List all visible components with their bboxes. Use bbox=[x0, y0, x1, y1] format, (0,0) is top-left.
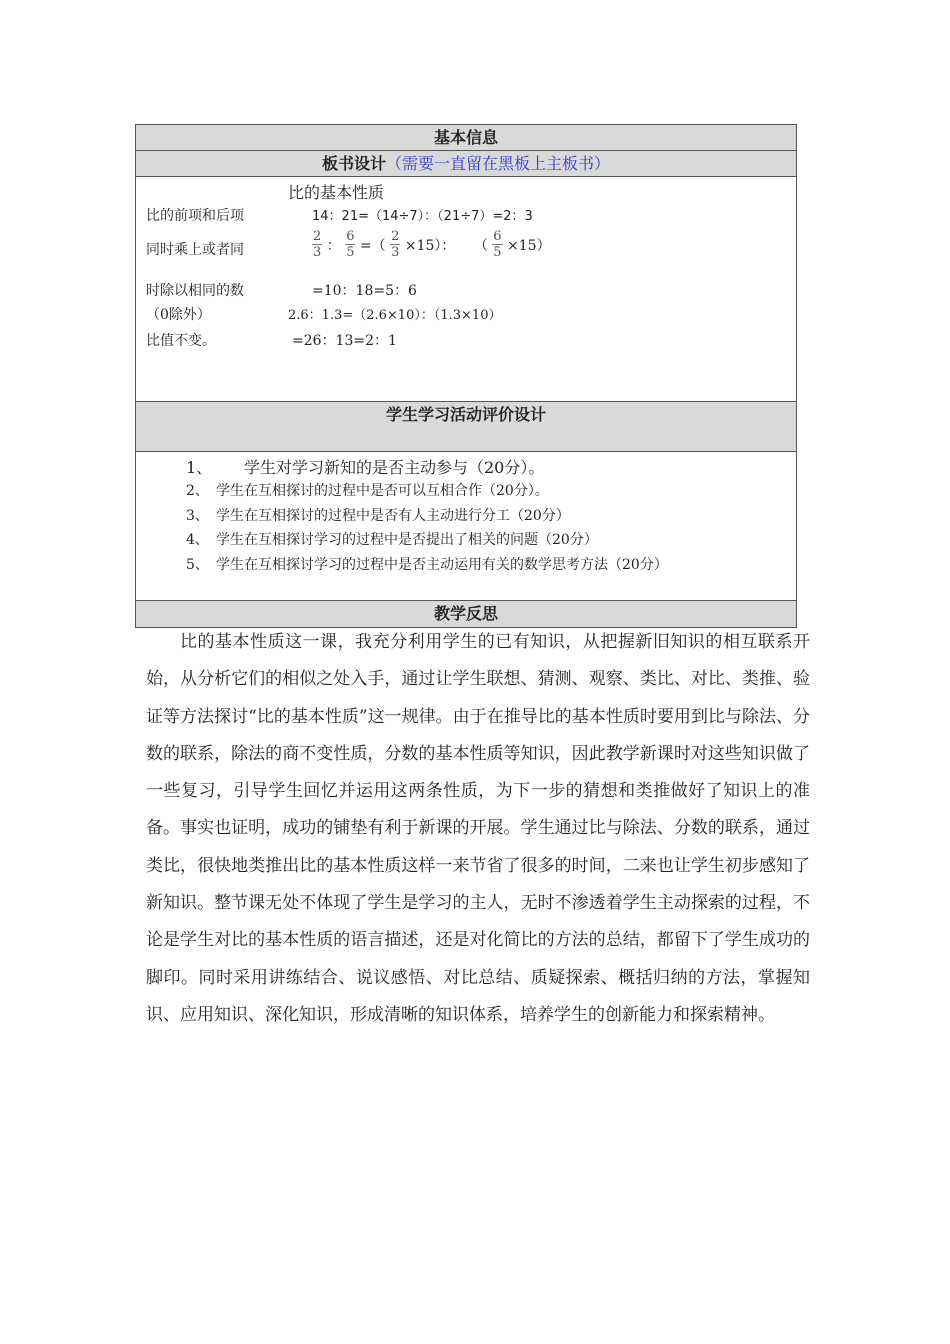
board-header-label: 板书设计 bbox=[321, 154, 386, 173]
basic-info-header: 基本信息 bbox=[136, 125, 796, 151]
eval-item: 3、 学生在互相探讨的过程中是否有人主动进行分工（20分） bbox=[186, 508, 570, 524]
colon: ： bbox=[326, 237, 341, 254]
board-title: 比的基本性质 bbox=[288, 183, 385, 202]
times-15-b: ×15） bbox=[507, 237, 551, 254]
board-design-content bbox=[136, 177, 796, 402]
eval-item: 2、 学生在互相探讨的过程中是否可以互相合作（20分）。 bbox=[186, 483, 549, 499]
rule-line-5: 比值不变。 bbox=[146, 333, 216, 349]
eval-item: 4、 学生在互相探讨学习的过程中是否提出了相关的问题（20分） bbox=[186, 532, 598, 548]
fraction-2-3: $\frac{2}{3}$ bbox=[313, 229, 322, 260]
times-15-a: ×15）： bbox=[404, 237, 456, 254]
eval-design-header: 学生学习活动评价设计 bbox=[136, 402, 796, 452]
eval-item: 1、 学生对学习新知的是否主动参与（20分）。 bbox=[186, 458, 545, 477]
example-2-result: =10：18=5：6 bbox=[312, 283, 417, 299]
reflection-body bbox=[146, 624, 810, 1034]
example-2-fractions bbox=[312, 229, 551, 260]
paren-open: （ bbox=[473, 237, 488, 254]
rule-line-1: 比的前项和后项 bbox=[146, 208, 244, 224]
eval-items bbox=[136, 452, 796, 601]
rule-line-2: 同时乘上或者同 bbox=[146, 242, 244, 258]
board-header-note: （需要一直留在黑板上主板书） bbox=[386, 154, 611, 173]
board-design-header bbox=[136, 151, 796, 177]
fraction-2-3-b: $\frac{2}{3}$ bbox=[391, 229, 400, 260]
example-3: 2.6：1.3=（2.6×10）：（1.3×10） bbox=[288, 308, 502, 323]
rule-line-4: （0除外） bbox=[146, 307, 211, 323]
reflection-header: 教学反思 bbox=[136, 601, 796, 627]
example-3-result: =26：13=2：1 bbox=[292, 333, 397, 349]
rule-line-3: 时除以相同的数 bbox=[146, 283, 244, 299]
equals-paren: =（ bbox=[359, 237, 386, 254]
lesson-table bbox=[135, 124, 797, 628]
example-1: 14：21=（14÷7）：（21÷7）=2：3 bbox=[312, 209, 533, 224]
eval-item: 5、 学生在互相探讨学习的过程中是否主动运用有关的数学思考方法（20分） bbox=[186, 557, 668, 573]
fraction-6-5: $\frac{6}{5}$ bbox=[346, 229, 355, 260]
fraction-6-5-b: $\frac{6}{5}$ bbox=[493, 229, 502, 260]
reflection-paragraph: 比的基本性质这一课，我充分利用学生的已有知识，从把握新旧知识的相互联系开始，从分析它们的相似之处入手，通过让学生联想、猜测、观察、类比、对比、类推、验证等方法探讨“比的基本性质”这一规律。由于在推导比的基本性质时要用到比与除法、分数的联系，除法的商不变性质，分数的基本性质等知识，因此教学新课时对这些知识做了一些复习，引导学生回忆并运用这两条性质，为下一步的猜想和类推做好了知识上的准备。事实也证明，成功的铺垫有利于新课的开展。学生通过比与除法、分数的联系，通过类比，很快地类推出比的基本性质这样一来节省了很多的时间，二来也让学生初步感知了新知识。整节课无处不体现了学生是学习的主人，无时不渗透着学生主动探索的过程，不论是学生对比的基本性质的语言描述，还是对化简比的方法的总结，都留下了学生成功的脚印。同时采用讲练结合、说议感悟、对比总结、质疑探索、概括归纳的方法，掌握知识、应用知识、深化知识，形成清晰的知识体系，培养学生的创新能力和探索精神。 bbox=[146, 632, 810, 1025]
